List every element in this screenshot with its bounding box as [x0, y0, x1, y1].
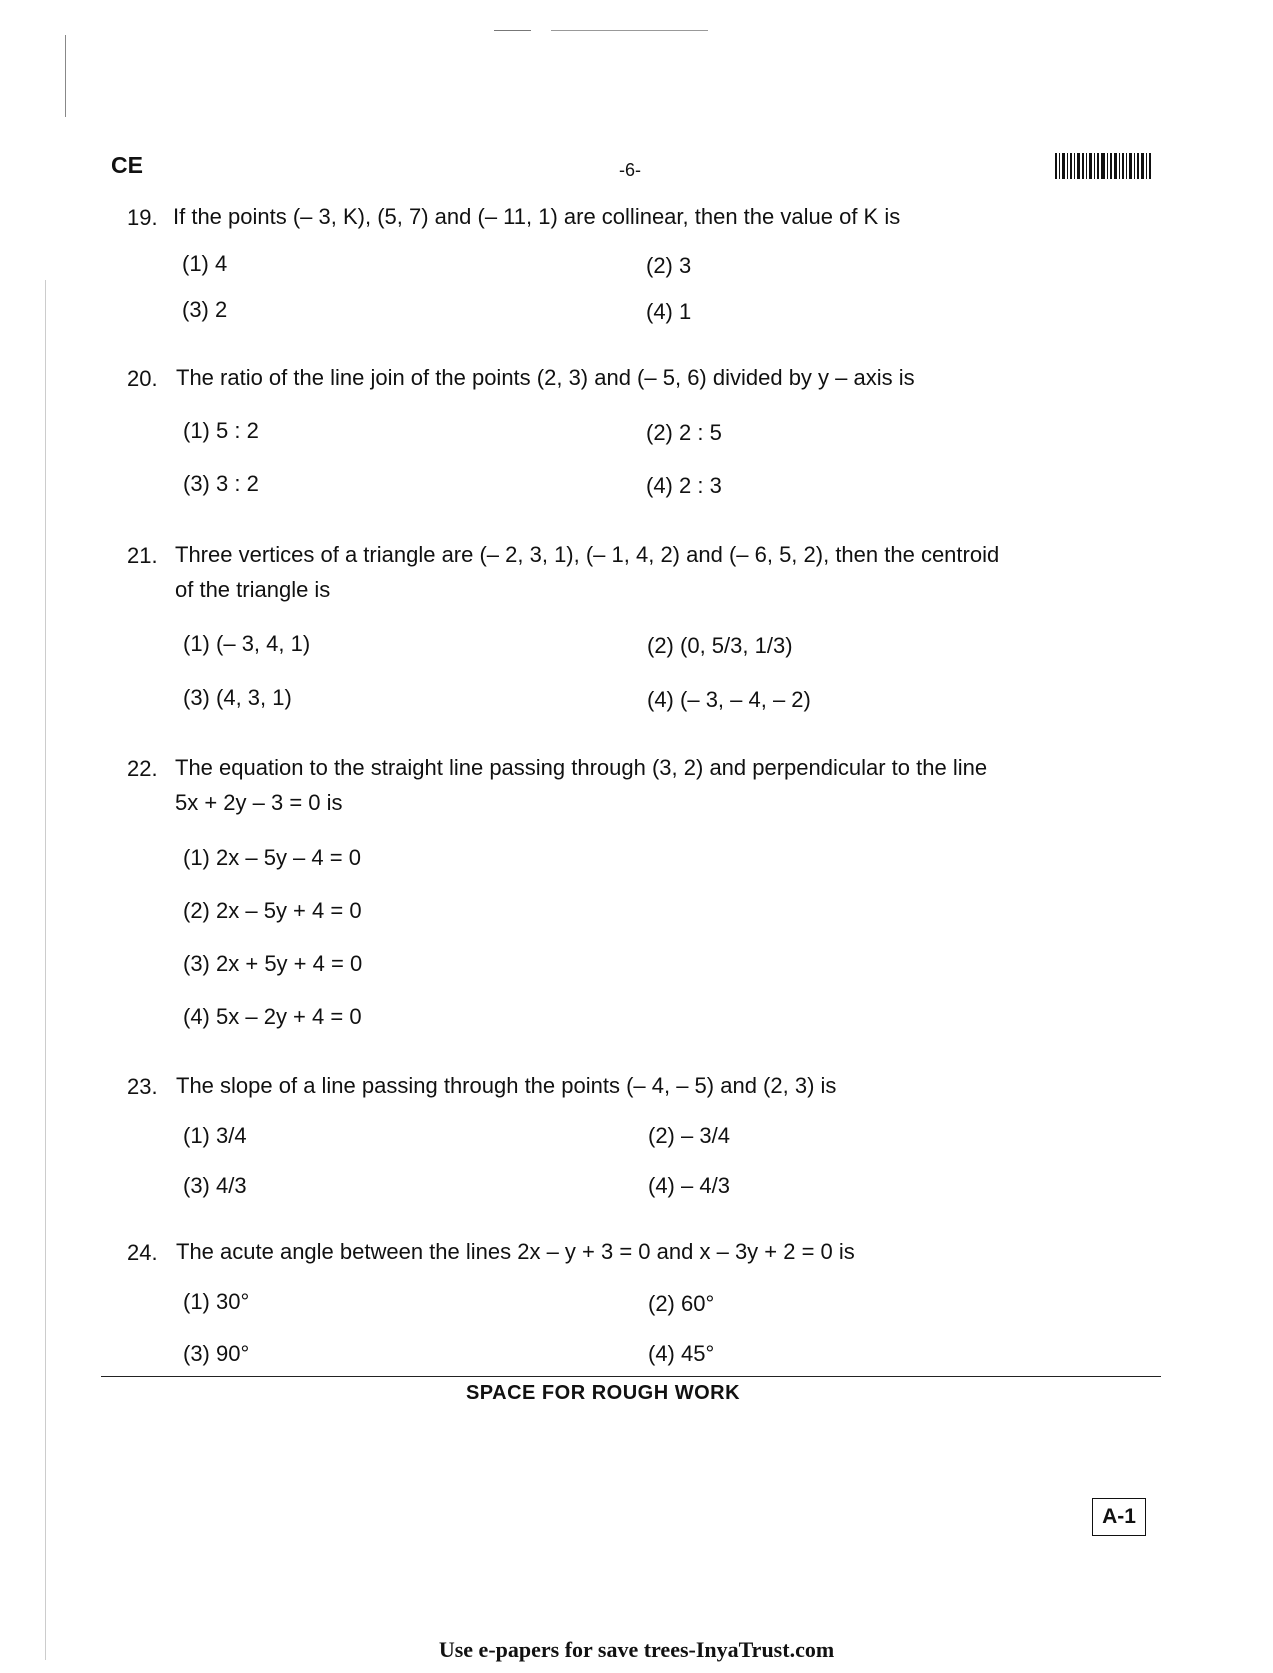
option-label: (2) [646, 253, 673, 278]
question-number: 19. [127, 205, 158, 230]
option-value: 90° [216, 1341, 250, 1366]
question-text: 5x + 2y – 3 = 0 is [175, 790, 343, 815]
option-value: 2 [215, 297, 228, 322]
option-label: (1) [183, 631, 210, 656]
option [646, 420, 722, 446]
scan-mark [551, 30, 708, 31]
subject-code: CE [111, 152, 143, 178]
option [182, 297, 227, 323]
question-text: If the points (– 3, K), (5, 7) and (– 11, 1) are collinear, then the value of K is [173, 204, 901, 229]
option [183, 631, 310, 657]
option [646, 253, 691, 279]
option [183, 471, 259, 497]
paper-code-badge: A-1 [1092, 1498, 1146, 1536]
barcode-icon [1055, 153, 1151, 179]
scan-margin-line [45, 280, 46, 1660]
question-number: 21. [127, 543, 158, 568]
option-label: (3) [183, 1341, 210, 1366]
scan-mark [494, 30, 531, 31]
option-value: (4, 3, 1) [216, 685, 292, 710]
option [648, 1341, 714, 1367]
option-value: 2x – 5y + 4 = 0 [216, 898, 362, 923]
question-number: 23. [127, 1074, 158, 1099]
option-label: (3) [182, 297, 209, 322]
option [183, 1341, 249, 1367]
option-value: 30° [216, 1289, 250, 1314]
option-value: 2x – 5y – 4 = 0 [216, 845, 361, 870]
option [648, 1291, 714, 1317]
option [647, 687, 811, 713]
option [183, 1004, 362, 1030]
option-value: 60° [681, 1291, 715, 1316]
option-label: (1) [183, 1289, 210, 1314]
option [183, 1173, 247, 1199]
option-label: (4) [646, 473, 673, 498]
option [183, 685, 292, 711]
question-text: of the triangle is [175, 577, 331, 602]
page-number: -6- [619, 160, 641, 180]
option-label: (2) [648, 1291, 675, 1316]
option-value: 2 : 5 [679, 420, 722, 445]
option-value: – 4/3 [681, 1173, 730, 1198]
option-label: (3) [183, 951, 210, 976]
option-value: 4 [215, 251, 228, 276]
option [647, 633, 793, 659]
option-value: (– 3, 4, 1) [216, 631, 311, 656]
option-value: 3 [679, 253, 692, 278]
option-value: 2x + 5y + 4 = 0 [216, 951, 363, 976]
option-label: (1) [183, 418, 210, 443]
option-value: 3 : 2 [216, 471, 259, 496]
question-number: 20. [127, 366, 158, 391]
question-text: Three vertices of a triangle are (– 2, 3, 1), (– 1, 4, 2) and (– 6, 5, 2), then the centroid [175, 542, 1000, 567]
rough-work-heading: SPACE FOR ROUGH WORK [465, 1382, 741, 1404]
option-label: (2) [646, 420, 673, 445]
option-label: (1) [182, 251, 209, 276]
option-label: (4) [648, 1341, 675, 1366]
option [183, 845, 361, 871]
option-value: – 3/4 [681, 1123, 730, 1148]
option [183, 1123, 247, 1149]
option-value: (– 3, – 4, – 2) [680, 687, 811, 712]
option [646, 473, 722, 499]
option [182, 251, 227, 277]
question-text: The slope of a line passing through the points (– 4, – 5) and (2, 3) is [176, 1073, 837, 1098]
option-value: 1 [679, 299, 692, 324]
option-value: 3/4 [216, 1123, 247, 1148]
option [183, 418, 259, 444]
divider [101, 1376, 1161, 1377]
option-label: (2) [647, 633, 674, 658]
option-label: (1) [183, 1123, 210, 1148]
option-label: (3) [183, 685, 210, 710]
option-label: (2) [648, 1123, 675, 1148]
option-value: 2 : 3 [679, 473, 722, 498]
question-number: 24. [127, 1240, 158, 1265]
option [183, 1289, 249, 1315]
option-value: 5 : 2 [216, 418, 259, 443]
scan-margin-line [65, 35, 66, 117]
option-label: (2) [183, 898, 210, 923]
footer-text: Use e-papers for save trees-InyaTrust.com [438, 1637, 835, 1662]
option-value: 4/3 [216, 1173, 247, 1198]
question-number: 22. [127, 756, 158, 781]
option-label: (3) [183, 1173, 210, 1198]
option-label: (3) [183, 471, 210, 496]
question-text: The equation to the straight line passing through (3, 2) and perpendicular to the line [175, 755, 988, 780]
option [648, 1123, 730, 1149]
option [648, 1173, 730, 1199]
option-label: (4) [647, 687, 674, 712]
option [183, 951, 362, 977]
question-text: The acute angle between the lines 2x – y + 3 = 0 and x – 3y + 2 = 0 is [176, 1239, 855, 1264]
option-label: (4) [648, 1173, 675, 1198]
option-value: (0, 5/3, 1/3) [680, 633, 793, 658]
question-text: The ratio of the line join of the points (2, 3) and (– 5, 6) divided by y – axis is [176, 365, 915, 390]
option [646, 299, 691, 325]
option-label: (4) [183, 1004, 210, 1029]
option-label: (1) [183, 845, 210, 870]
option-label: (4) [646, 299, 673, 324]
option-value: 45° [681, 1341, 715, 1366]
option-value: 5x – 2y + 4 = 0 [216, 1004, 362, 1029]
option [183, 898, 362, 924]
